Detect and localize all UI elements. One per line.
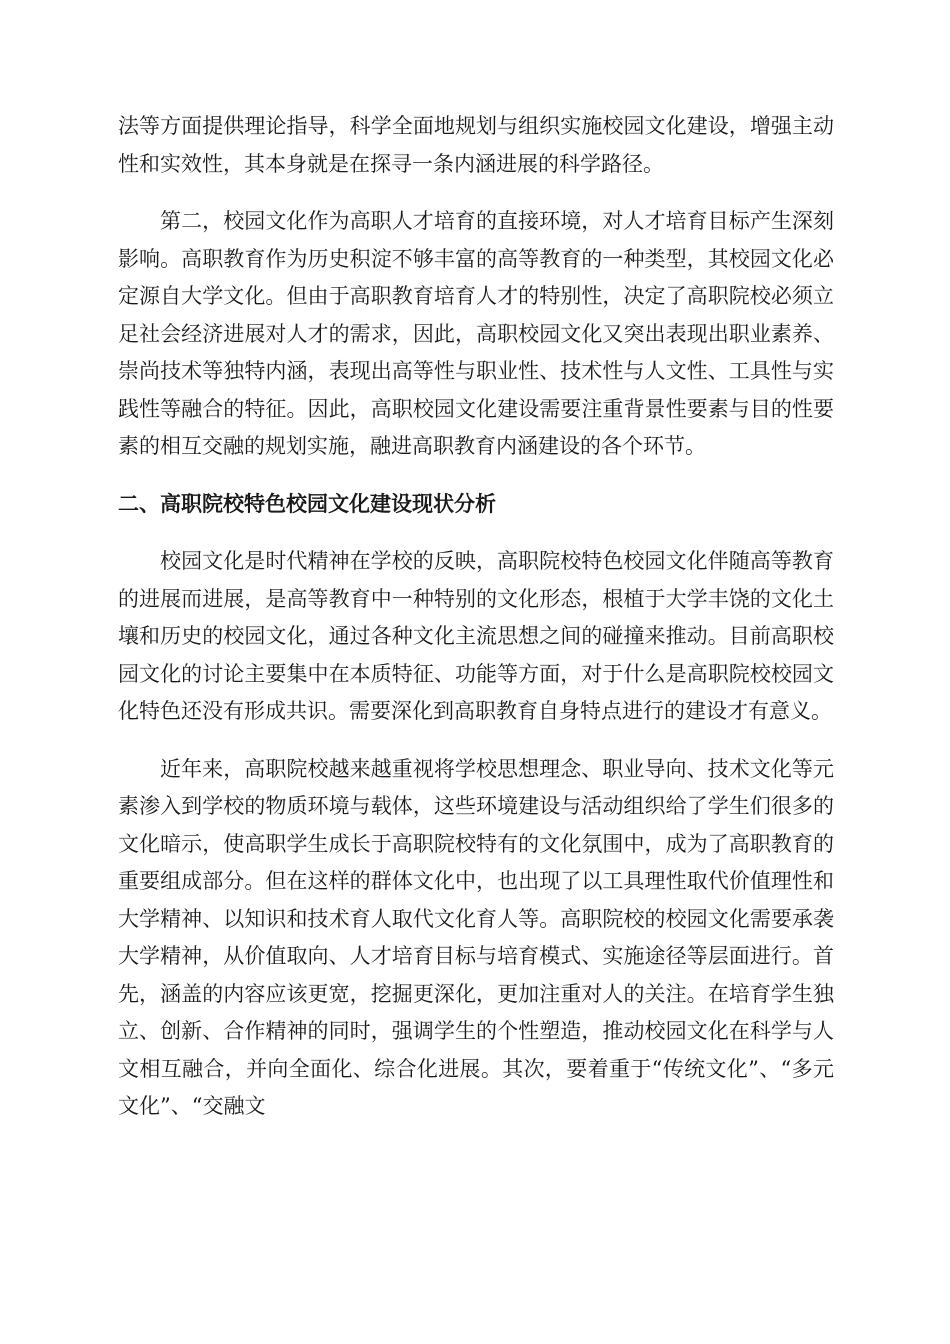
paragraph-campus-culture: 校园文化是时代精神在学校的反映，高职院校特色校园文化伴随高等教育的进展而进展，是高等教育中一种特别的文化形态，根植于大学丰饶的文化土壤和历史的校园文化，通过各种文化主流思想之间的碰撞来推动。目前高职校园文化的讨论主要集中在本质特征、功能等方面，对于什么是高职院校校园文化特色还没有形成共识。需要深化到高职教育自身特点进行的建设才有意义。 bbox=[118, 549, 834, 723]
section-heading: 二、高职院校特色校园文化建设现状分析 bbox=[118, 491, 496, 516]
paragraph-recent-years: 近年来，高职院校越来越重视将学校思想理念、职业导向、技术文化等元素渗入到学校的物质环境与载体，这些环境建设与活动组织给了学生们很多的文化暗示，使高职学生成长于高职院校特有的文化氛围中，成为了高职教育的重要组成部分。但在这样的群体文化中，也出现了以工具理性取代价值理性和大学精神、以知识和技术育人取代文化育人等。高职院校的校园文化需要承袭大学精神，从价值取向、人才培育目标与培育模式、实施途径等层面进行。首先，涵盖的内容应该更宽，挖掘更深化，更加注重对人的关注。在培育学生独立、创新、合作精神的同时，强调学生的个性塑造，推动校园文化在科学与人文相互融合，并向全面化、综合化进展。其次，要着重于“传统文化”、“多元文化”、“交融文 bbox=[118, 756, 834, 1118]
document-page bbox=[118, 108, 834, 1126]
paragraph-continued: 法等方面提供理论指导，科学全面地规划与组织实施校园文化建设，增强主动性和实效性，其本身就是在探寻一条内涵进展的科学路径。 bbox=[118, 114, 834, 176]
paragraph-second-point: 第二，校园文化作为高职人才培育的直接环境，对人才培育目标产生深刻影响。高职教育作为历史积淀不够丰富的高等教育的一种类型，其校园文化必定源自大学文化。但由于高职教育培育人才的特别性，决定了高职院校必须立足社会经济进展对人才的需求，因此，高职校园文化又突出表现出职业素养、崇尚技术等独特内涵，表现出高等性与职业性、技术性与人文性、工具性与实践性等融合的特征。因此，高职校园文化建设需要注重背景性要素与目的性要素的相互交融的规划实施，融进高职教育内涵建设的各个环节。 bbox=[118, 209, 834, 458]
